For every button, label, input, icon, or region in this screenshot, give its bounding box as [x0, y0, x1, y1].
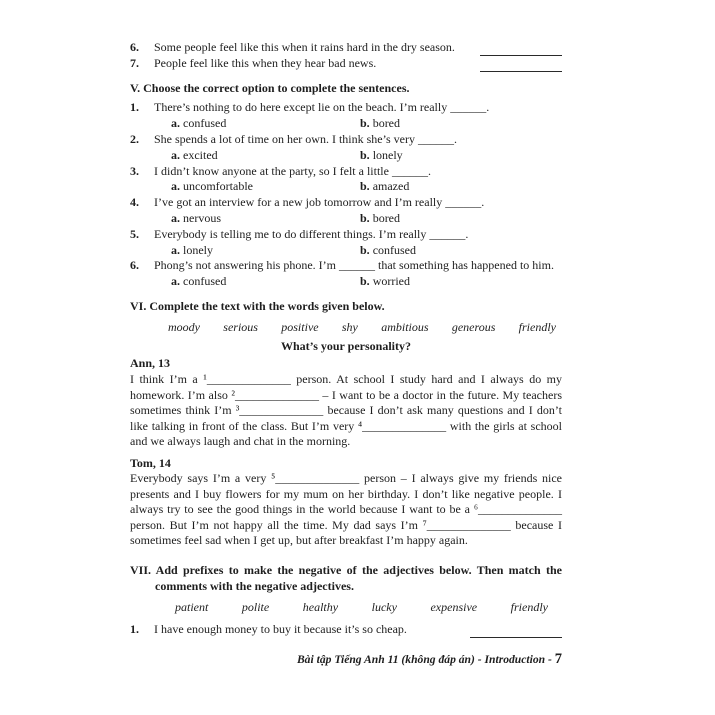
- option-a-text: uncomfortable: [183, 179, 253, 194]
- option-a: [171, 179, 360, 195]
- option-a-label: a.: [171, 147, 180, 162]
- section-v-heading: V. Choose the correct option to complete the sentences.: [130, 80, 410, 95]
- question-text: I’ve got an interview for a new job tomorrow and I’m really ______.: [154, 195, 485, 210]
- question-row-v-1: [130, 100, 562, 116]
- answer-blank: [480, 60, 562, 71]
- option-a-label: a.: [171, 242, 180, 257]
- question-row-v-3: [130, 164, 562, 180]
- option-a: [171, 116, 360, 132]
- word-bank-item: expensive: [430, 599, 478, 614]
- word-bank-item: ambitious: [381, 319, 429, 334]
- footer-text: Bài tập Tiếng Anh 11 (không đáp án) - Introduction -: [296, 653, 555, 667]
- question-text: I didn’t know anyone at the party, so I felt a little ______.: [154, 163, 431, 178]
- word-bank-item: friendly: [510, 599, 548, 614]
- question-number: 7.: [130, 55, 139, 70]
- word-bank-item: positive: [281, 319, 319, 334]
- question-number: 6.: [130, 258, 139, 273]
- option-b-text: lonely: [372, 147, 403, 162]
- section-vii-heading: VII. Add prefixes to make the negative of the adjectives below. Then match the comments with the negative adjectives.: [130, 562, 562, 593]
- option-b-label: b.: [360, 210, 370, 225]
- question-number: 4.: [130, 195, 139, 210]
- option-a-text: excited: [183, 147, 218, 162]
- word-bank-item: friendly: [518, 319, 556, 334]
- gapfill-paragraph-tom: Everybody says I’m a very ⁵______________ person – I always give my friends nice presents and I buy flowers for my mum on her birthday. I don’t like negative people. I always try to see the good things in the world because I want to be a ⁶______________ person. But I’m not happy all the time. My dad says I’m ⁷______________ because I sometimes feel sad when I get up, but after breakfast I’m happy again.: [130, 471, 562, 548]
- question-row-v-6: [130, 258, 562, 274]
- page-footer: [130, 652, 562, 668]
- word-bank-adjectives: [130, 599, 562, 617]
- person-heading-tom: Tom, 14: [130, 455, 171, 470]
- option-a-label: a.: [171, 116, 180, 131]
- option-b-label: b.: [360, 242, 370, 257]
- option-a-text: lonely: [183, 242, 213, 257]
- option-b: [360, 274, 562, 290]
- option-b-label: b.: [360, 147, 370, 162]
- answer-blank: [470, 627, 562, 638]
- question-number: 5.: [130, 226, 139, 241]
- option-a-label: a.: [171, 274, 180, 289]
- option-a: [171, 148, 360, 164]
- option-b: [360, 179, 562, 195]
- question-row-vii-1: [130, 622, 562, 638]
- option-a: [171, 274, 360, 290]
- option-b-text: confused: [372, 242, 417, 257]
- option-a-label: a.: [171, 179, 180, 194]
- options-row: [130, 148, 562, 164]
- options-row: [130, 274, 562, 290]
- person-heading-ann: Ann, 13: [130, 356, 171, 371]
- question-number: 1.: [130, 622, 139, 637]
- word-bank-item: serious: [223, 319, 258, 334]
- word-bank-item: moody: [168, 319, 200, 334]
- option-b-label: b.: [360, 274, 370, 289]
- option-b: [360, 211, 562, 227]
- option-b-text: bored: [372, 116, 401, 131]
- option-b-label: b.: [360, 116, 370, 131]
- option-b: [360, 116, 562, 132]
- word-bank-item: patient: [175, 599, 209, 614]
- gapfill-paragraph-ann: I think I’m a ¹______________ person. At school I study hard and I always do my homework. I’m also ²______________ – I want to be a doctor in the future. My teachers sometimes think I’m ³______________ because I don’t ask many questions and I don’t like talking in front of the class. But I’m very ⁴______________ with the girls at school and we always laugh and chat in the morning.: [130, 372, 562, 449]
- option-b-text: amazed: [372, 179, 410, 194]
- word-bank-personality: [130, 319, 562, 337]
- option-a: [171, 243, 360, 259]
- page-number: 7: [554, 651, 562, 668]
- question-number: 3.: [130, 163, 139, 178]
- question-number: 1.: [130, 100, 139, 115]
- option-b: [360, 148, 562, 164]
- options-row: [130, 243, 562, 259]
- section-vi-heading: VI. Complete the text with the words given below.: [130, 298, 385, 313]
- option-a-text: nervous: [183, 210, 221, 225]
- options-row: [130, 179, 562, 195]
- question-row-iv-6: [130, 40, 562, 56]
- question-text: Some people feel like this when it rains hard in the dry season.: [154, 40, 455, 54]
- question-row-v-4: [130, 195, 562, 211]
- options-row: [130, 211, 562, 227]
- word-bank-item: generous: [451, 319, 496, 334]
- question-text: Everybody is telling me to do different things. I’m really ______.: [154, 226, 469, 241]
- question-row-iv-7: [130, 56, 562, 72]
- option-a-text: confused: [183, 116, 227, 131]
- question-text: There’s nothing to do here except lie on the beach. I’m really ______.: [154, 100, 490, 115]
- word-bank-item: polite: [241, 599, 270, 614]
- option-a-label: a.: [171, 210, 180, 225]
- options-row: [130, 116, 562, 132]
- question-text: Phong’s not answering his phone. I’m ______ that something has happened to him.: [154, 258, 554, 273]
- question-number: 6.: [130, 40, 139, 54]
- option-b-label: b.: [360, 179, 370, 194]
- workbook-page: [130, 40, 562, 668]
- word-bank-item: healthy: [302, 599, 339, 614]
- word-bank-item: lucky: [371, 599, 397, 614]
- option-a: [171, 211, 360, 227]
- question-row-v-2: [130, 132, 562, 148]
- answer-blank: [480, 45, 562, 56]
- question-text: I have enough money to buy it because it’s so cheap.: [154, 622, 407, 637]
- question-row-v-5: [130, 227, 562, 243]
- question-text: She spends a lot of time on her own. I think she’s very ______.: [154, 131, 457, 146]
- option-a-text: confused: [183, 274, 227, 289]
- question-number: 2.: [130, 131, 139, 146]
- text-title: What’s your personality?: [280, 338, 411, 353]
- word-bank-item: shy: [341, 319, 358, 334]
- option-b-text: bored: [372, 210, 401, 225]
- option-b: [360, 243, 562, 259]
- option-b-text: worried: [372, 274, 411, 289]
- question-text: People feel like this when they hear bad news.: [154, 55, 377, 70]
